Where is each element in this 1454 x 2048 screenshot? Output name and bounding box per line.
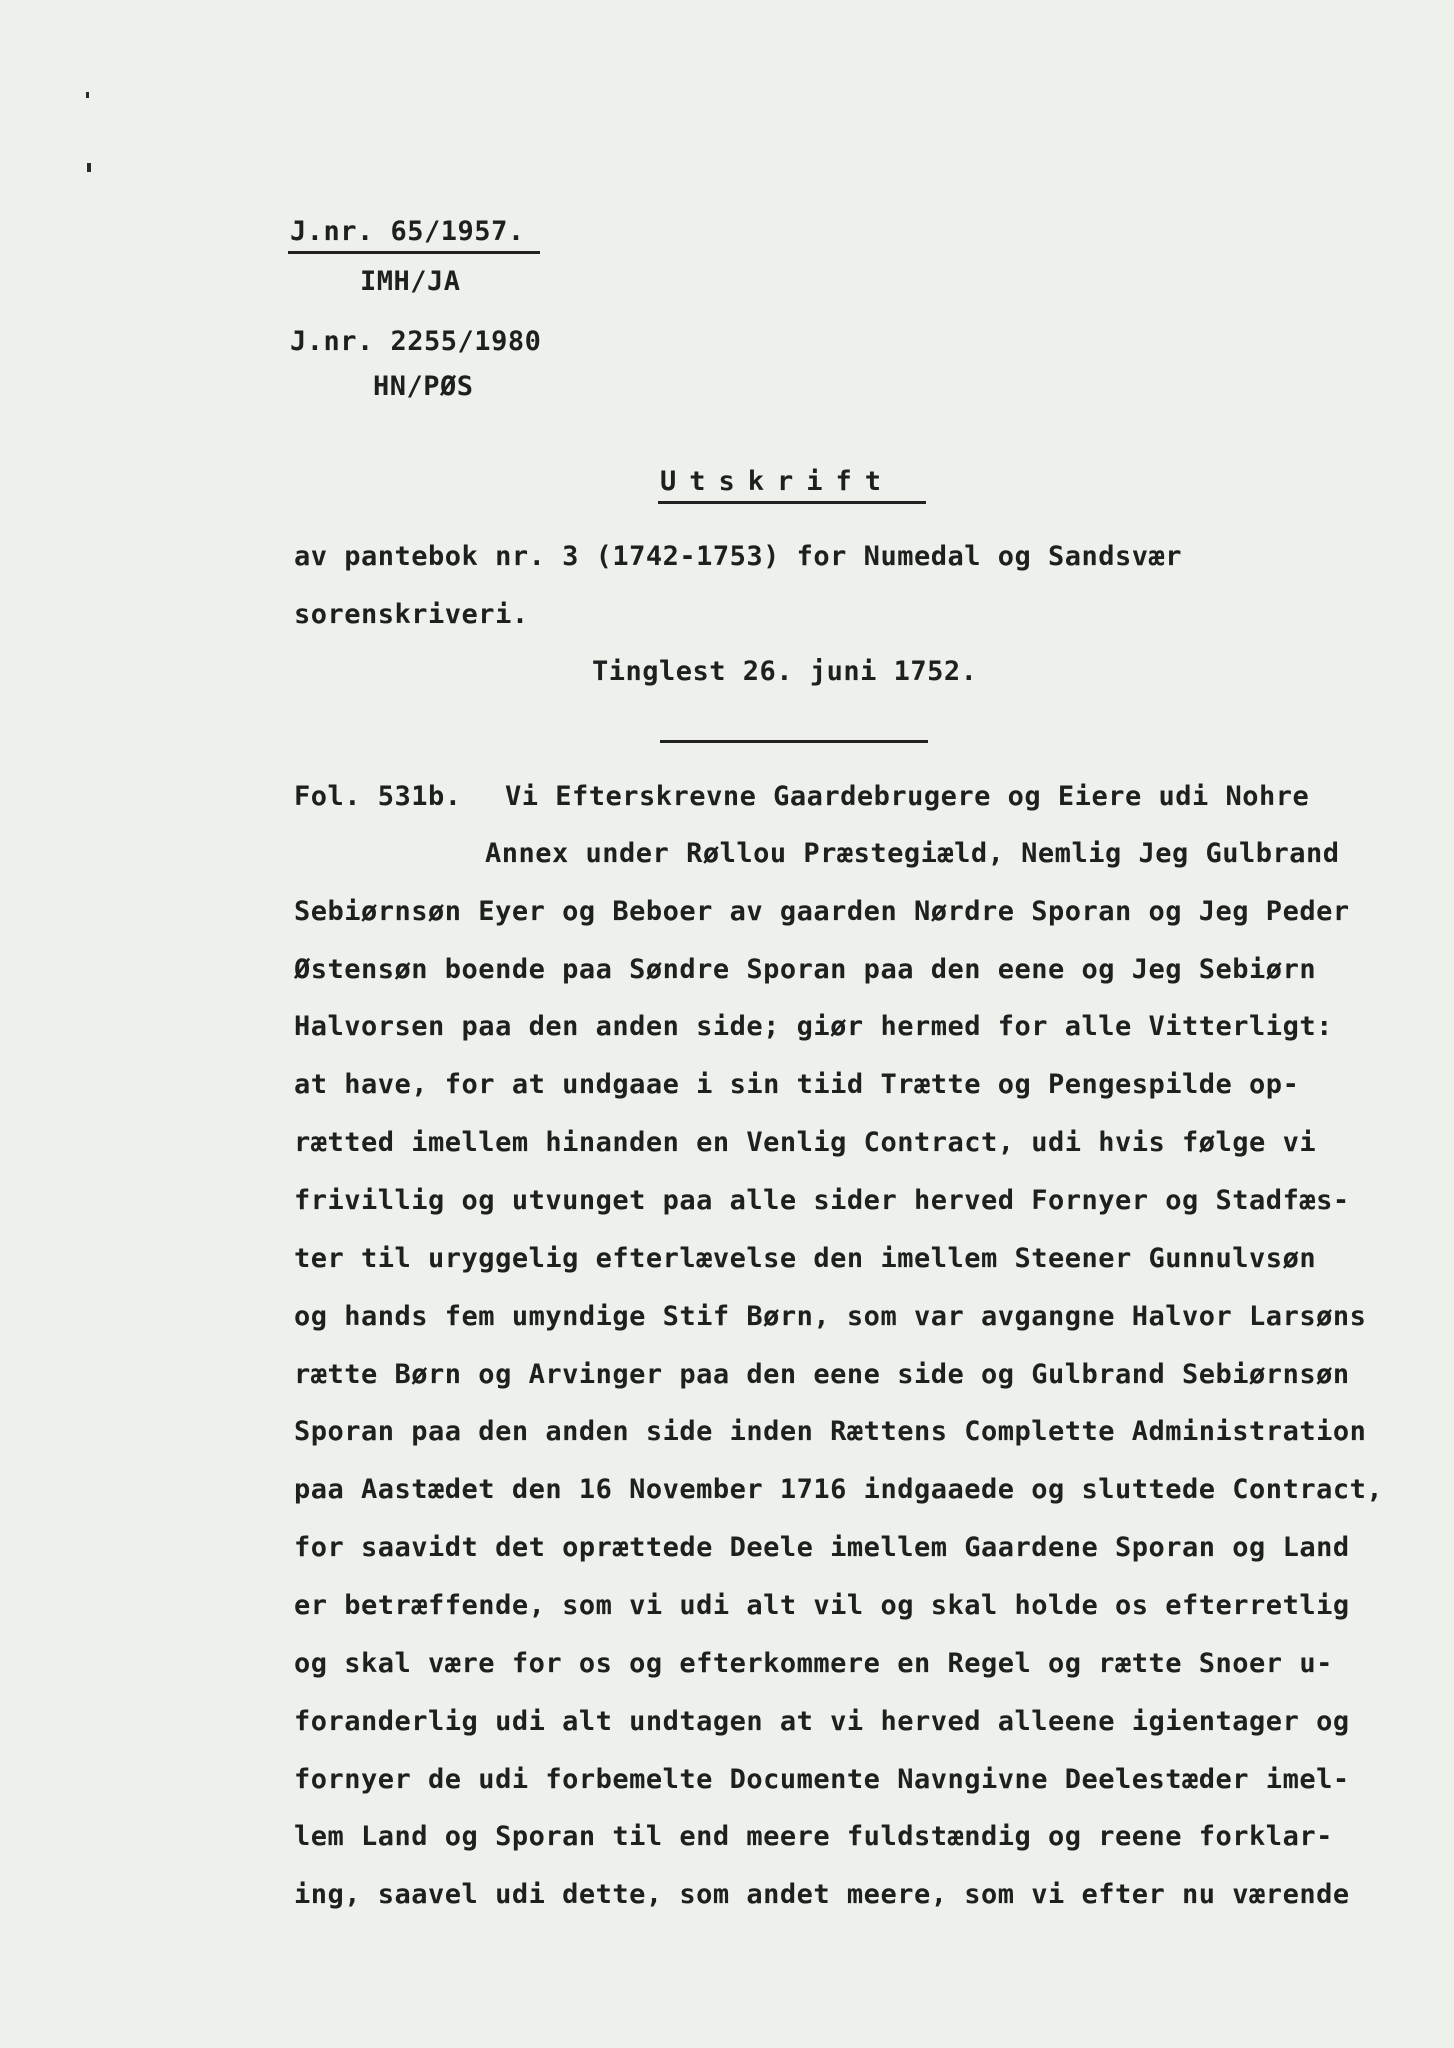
body-line: er betræffende, som vi udi alt vil og skal holde os efterretlig [294,1590,1350,1621]
initials-1980: HN/PØS [373,371,474,402]
body-line: Sebiørnsøn Eyer og Beboer av gaarden Nørdre Sporan og Jeg Peder [294,896,1350,927]
body-line: ing, saavel udi dette, som andet meere, som vi efter nu værende [294,1879,1350,1910]
folio-reference: Fol. 531b. [294,781,462,812]
body-line: ter til uryggelig efterlævelse den imellem Steener Gunnulvsøn [294,1243,1317,1274]
body-line: rætte Børn og Arvinger paa den eene side og Gulbrand Sebiørnsøn [294,1359,1350,1390]
body-line: rætted imellem hinanden en Venlig Contract, udi hvis følge vi [294,1127,1317,1158]
body-line: frivillig og utvunget paa alle sider herved Fornyer og Stadfæs- [294,1185,1350,1216]
body-line: paa Aastædet den 16 November 1716 indgaaede og sluttede Contract, [294,1474,1384,1505]
body-line: og hands fem umyndige Stif Børn, som var avgangne Halvor Larsøns [294,1301,1367,1332]
tinglest-date: Tinglest 26. juni 1752. [592,656,978,687]
body-line: at have, for at undgaae i sin tiid Trætte og Pengespilde op- [294,1069,1300,1100]
body-line: Vi Efterskrevne Gaardebrugere og Eiere udi Nohre [505,781,1310,812]
journal-number-underline [288,251,540,254]
edge-mark-bottom [87,163,91,172]
journal-number-1957: J.nr. 65/1957. [290,216,525,247]
body-line: foranderlig udi alt undtagen at vi herved alleene igientager og [294,1706,1350,1737]
body-line: for saavidt det oprættede Deele imellem Gaardene Sporan og Land [294,1532,1350,1563]
body-line: Sporan paa den anden side inden Rættens Complette Administration [294,1416,1367,1447]
title-underline [658,501,926,504]
section-divider [660,740,928,743]
initials-1957: IMH/JA [360,266,461,297]
edge-mark-top [86,92,89,98]
body-line: og skal være for os og efterkommere en Regel og rætte Snoer u- [294,1648,1333,1679]
body-line: Annex under Røllou Præstegiæld, Nemlig Jeg Gulbrand [485,838,1340,869]
subtitle-line-2: sorenskriveri. [294,599,529,630]
body-line: lem Land og Sporan til end meere fuldstændig og reene forklar- [294,1821,1333,1852]
body-line: Halvorsen paa den anden side; giør hermed for alle Vitterligt: [294,1011,1333,1042]
body-line: Østensøn boende paa Søndre Sporan paa den eene og Jeg Sebiørn [294,954,1317,985]
document-title: Utskrift [660,466,895,497]
subtitle-line-1: av pantebok nr. 3 (1742-1753) for Numedal og Sandsvær [294,541,1183,572]
body-line: fornyer de udi forbemelte Documente Navngivne Deelestæder imel- [294,1764,1350,1795]
journal-number-1980: J.nr. 2255/1980 [290,326,542,357]
